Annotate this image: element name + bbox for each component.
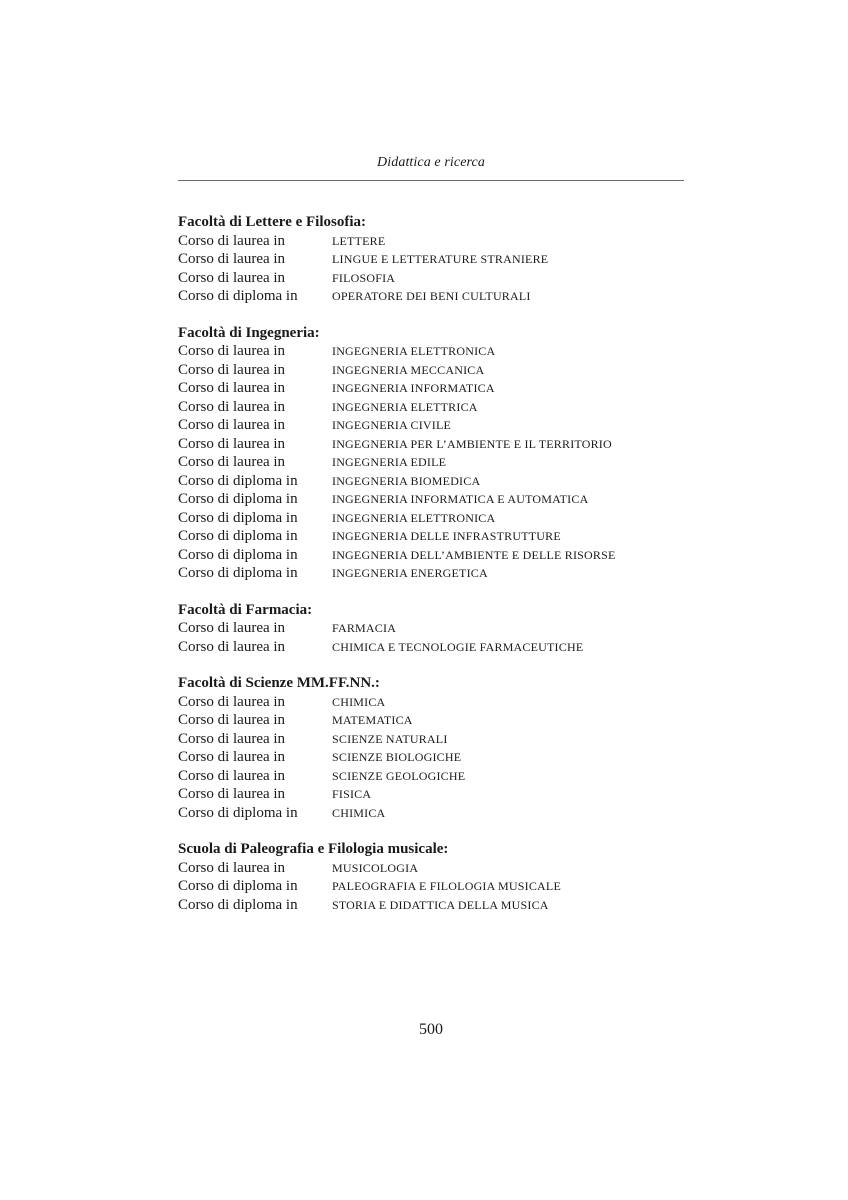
course-row xyxy=(178,435,684,454)
course-name: INGEGNERIA DELL’AMBIENTE E DELLE RISORSE xyxy=(332,547,616,562)
course-row xyxy=(178,638,684,657)
course-row xyxy=(178,398,684,417)
course-type: Corso di laurea in xyxy=(178,712,286,728)
course-name: INGEGNERIA ENERGETICA xyxy=(332,566,488,580)
course-row xyxy=(178,767,684,786)
course-name: INGEGNERIA CIVILE xyxy=(332,418,452,432)
course-row xyxy=(178,859,684,878)
course-type: Corso di diploma in xyxy=(178,472,298,489)
course-row xyxy=(178,748,684,767)
course-row xyxy=(178,490,684,509)
course-row xyxy=(178,896,684,915)
faculty-lettere-filosofia xyxy=(178,213,684,306)
faculty-title: Facoltà di Scienze MM.FF.NN.: xyxy=(178,675,380,691)
course-type: Corso di diploma in xyxy=(178,896,298,913)
course-name: CHIMICA xyxy=(332,694,386,709)
header-rule xyxy=(178,180,684,181)
course-list xyxy=(178,213,684,932)
course-name: CHIMICA xyxy=(332,805,386,820)
course-type: Corso di laurea in xyxy=(178,380,286,396)
course-name: INGEGNERIA ELETTRONICA xyxy=(332,344,496,358)
course-row xyxy=(178,342,684,361)
course-type: Corso di diploma in xyxy=(178,528,298,544)
course-row xyxy=(178,361,684,380)
page-number: 500 xyxy=(419,1021,443,1038)
course-row xyxy=(178,693,684,712)
course-name: INGEGNERIA DELLE INFRASTRUTTURE xyxy=(332,529,561,543)
course-name: LETTERE xyxy=(332,233,386,248)
course-name: INGEGNERIA ELETTRONICA xyxy=(332,510,496,525)
faculty-title: Facoltà di Ingegneria: xyxy=(178,324,320,341)
course-row xyxy=(178,804,684,823)
course-name: INGEGNERIA BIOMEDICA xyxy=(332,473,481,488)
faculty-ingegneria xyxy=(178,324,684,583)
course-row xyxy=(178,287,684,306)
course-row xyxy=(178,877,684,896)
course-type: Corso di diploma in xyxy=(178,546,298,563)
course-name: CHIMICA E TECNOLOGIE FARMACEUTICHE xyxy=(332,639,584,654)
course-name: INGEGNERIA MECCANICA xyxy=(332,362,485,377)
faculty-paleografia-filologia xyxy=(178,840,684,914)
course-row xyxy=(178,453,684,472)
course-row xyxy=(178,711,684,730)
course-name: MATEMATICA xyxy=(332,713,413,727)
course-name: INGEGNERIA INFORMATICA E AUTOMATICA xyxy=(332,492,589,506)
course-type: Corso di laurea in xyxy=(178,730,286,747)
course-name: SCIENZE BIOLOGICHE xyxy=(332,750,462,764)
course-name: STORIA E DIDATTICA DELLA MUSICA xyxy=(332,897,549,912)
course-name: OPERATORE DEI BENI CULTURALI xyxy=(332,289,531,303)
course-row xyxy=(178,546,684,565)
course-name: MUSICOLOGIA xyxy=(332,860,419,875)
course-row xyxy=(178,785,684,804)
course-row xyxy=(178,250,684,269)
course-type: Corso di diploma in xyxy=(178,288,298,304)
course-name: INGEGNERIA INFORMATICA xyxy=(332,381,495,395)
course-name: INGEGNERIA PER L’AMBIENTE E IL TERRITORIO xyxy=(332,436,612,451)
course-type: Corso di laurea in xyxy=(178,454,286,470)
course-type: Corso di laurea in xyxy=(178,269,286,286)
course-type: Corso di laurea in xyxy=(178,859,286,876)
course-type: Corso di laurea in xyxy=(178,620,286,636)
course-name: FARMACIA xyxy=(332,621,397,635)
course-type: Corso di laurea in xyxy=(178,693,286,710)
course-type: Corso di laurea in xyxy=(178,398,286,415)
course-type: Corso di laurea in xyxy=(178,251,286,267)
faculty-title: Scuola di Paleografia e Filologia musicale: xyxy=(178,841,449,857)
course-type: Corso di diploma in xyxy=(178,565,298,581)
course-row xyxy=(178,416,684,435)
course-type: Corso di diploma in xyxy=(178,491,298,507)
course-name: PALEOGRAFIA E FILOLOGIA MUSICALE xyxy=(332,879,561,893)
faculty-farmacia xyxy=(178,601,684,657)
course-type: Corso di laurea in xyxy=(178,767,286,784)
course-row xyxy=(178,232,684,251)
course-name: INGEGNERIA EDILE xyxy=(332,455,447,469)
course-type: Corso di laurea in xyxy=(178,786,286,802)
course-row xyxy=(178,730,684,749)
course-type: Corso di diploma in xyxy=(178,878,298,894)
faculty-title: Facoltà di Farmacia: xyxy=(178,601,313,618)
course-row xyxy=(178,269,684,288)
course-type: Corso di diploma in xyxy=(178,509,298,526)
course-name: SCIENZE NATURALI xyxy=(332,731,448,746)
course-row xyxy=(178,509,684,528)
course-type: Corso di laurea in xyxy=(178,343,286,359)
course-name: INGEGNERIA ELETTRICA xyxy=(332,399,478,414)
faculty-scienze xyxy=(178,674,684,822)
course-row xyxy=(178,564,684,583)
running-head: Didattica e ricerca xyxy=(377,155,485,170)
course-type: Corso di laurea in xyxy=(178,638,286,655)
course-name: FISICA xyxy=(332,787,372,801)
course-row xyxy=(178,472,684,491)
course-row xyxy=(178,379,684,398)
course-type: Corso di laurea in xyxy=(178,435,286,452)
faculty-title: Facoltà di Lettere e Filosofia: xyxy=(178,214,366,230)
course-type: Corso di laurea in xyxy=(178,417,286,433)
course-type: Corso di diploma in xyxy=(178,804,298,821)
course-type: Corso di laurea in xyxy=(178,232,286,249)
course-name: LINGUE E LETTERATURE STRANIERE xyxy=(332,252,549,266)
course-type: Corso di laurea in xyxy=(178,361,286,378)
course-type: Corso di laurea in xyxy=(178,749,286,765)
course-name: SCIENZE GEOLOGICHE xyxy=(332,768,466,783)
course-row xyxy=(178,527,684,546)
course-name: FILOSOFIA xyxy=(332,270,396,285)
course-row xyxy=(178,619,684,638)
